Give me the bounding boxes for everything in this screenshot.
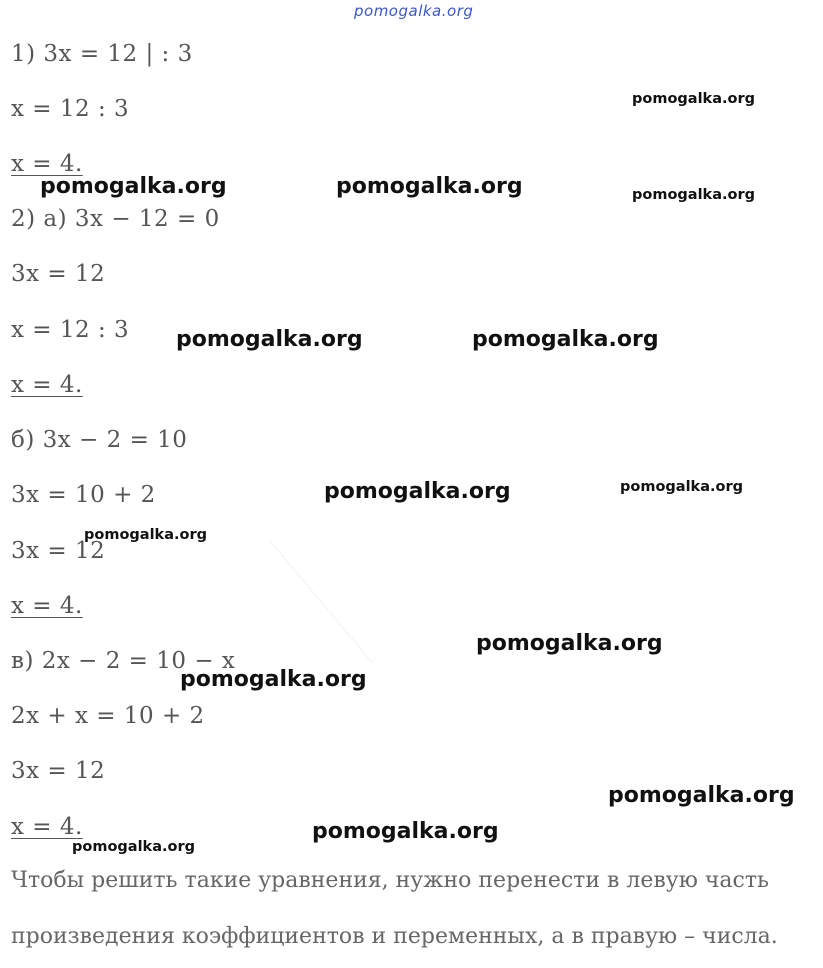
equation-line: б) 3x − 2 = 10 [11, 427, 188, 453]
watermark: pomogalka.org [608, 783, 795, 808]
equation-line: x = 12 : 3 [11, 96, 130, 122]
watermark: pomogalka.org [632, 187, 755, 203]
answer-line: x = 4. [11, 593, 83, 619]
watermark: pomogalka.org [632, 91, 755, 107]
answer-line: x = 4. [11, 151, 83, 177]
watermark: pomogalka.org [180, 667, 367, 692]
watermark: pomogalka.org [312, 819, 499, 844]
equation-line: x = 12 : 3 [11, 317, 130, 343]
equation-line: 3x = 12 [11, 758, 106, 784]
answer-line: x = 4. [11, 372, 83, 398]
watermark: pomogalka.org [84, 527, 207, 543]
watermark: pomogalka.org [472, 327, 659, 352]
equation-line: в) 2x − 2 = 10 − x [11, 648, 236, 674]
watermark: pomogalka.org [336, 174, 523, 199]
equation-line: 2x + x = 10 + 2 [11, 703, 205, 729]
watermark: pomogalka.org [72, 839, 195, 855]
equation-line: 3x = 12 [11, 261, 106, 287]
equation-line: 3x = 12 [11, 538, 106, 564]
watermark: pomogalka.org [324, 479, 511, 504]
explanation-line: произведения коэффициентов и переменных, а в правую – числа. [11, 924, 778, 949]
watermark: pomogalka.org [620, 479, 743, 495]
header-watermark: pomogalka.org [354, 2, 474, 20]
watermark: pomogalka.org [476, 631, 663, 656]
equation-line: 3x = 10 + 2 [11, 482, 156, 508]
equation-line: 2) а) 3x − 12 = 0 [11, 206, 220, 232]
faint-stroke [269, 540, 373, 663]
watermark: pomogalka.org [40, 174, 227, 199]
answer-line: x = 4. [11, 814, 83, 840]
equation-line: 1) 3x = 12 | : 3 [11, 41, 193, 67]
explanation-line: Чтобы решить такие уравнения, нужно перенести в левую часть [11, 868, 769, 893]
watermark: pomogalka.org [176, 327, 363, 352]
